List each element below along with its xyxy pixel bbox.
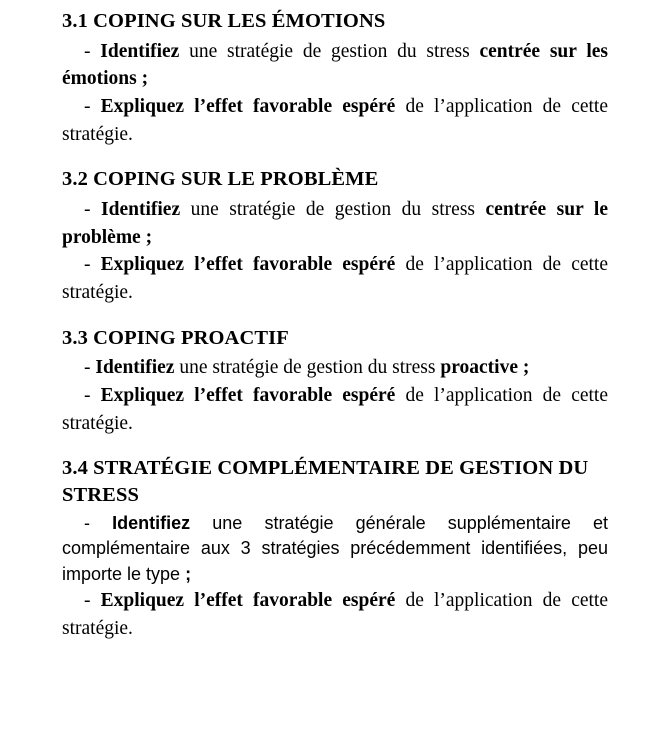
item-bold-lead: Identifiez bbox=[95, 357, 175, 379]
item-text: de l’application de cette stratégie. bbox=[62, 590, 609, 640]
item-bold-tail: centrée sur le problème ; bbox=[62, 199, 608, 248]
item-dash: - bbox=[84, 199, 91, 221]
item-text: de l’application de cette stratégie. bbox=[62, 385, 609, 434]
section-item bbox=[62, 354, 608, 382]
section-item bbox=[62, 382, 608, 437]
section-item bbox=[62, 251, 608, 306]
item-bold-lead: Expliquez l’effet favorable espéré bbox=[100, 96, 396, 118]
item-dash: - bbox=[84, 357, 91, 379]
section-3-4 bbox=[62, 455, 608, 642]
section-item bbox=[62, 511, 608, 588]
item-bold-lead: Expliquez l’effet favorable espéré bbox=[100, 590, 396, 612]
section-heading: 3.4 STRATÉGIE COMPLÉMENTAIRE DE GESTION DU STRESS bbox=[62, 457, 589, 507]
item-dash: - bbox=[84, 512, 90, 533]
item-text: une stratégie générale supplémentaire et complémentaire aux 3 stratégies précédemment identifiées, peu importe le type bbox=[62, 512, 608, 584]
section-3-2 bbox=[62, 166, 608, 306]
item-text: une stratégie de gestion du stress bbox=[180, 199, 486, 221]
item-dash: - bbox=[84, 40, 91, 62]
section-3-1 bbox=[62, 8, 608, 148]
item-text: de l’application de cette stratégie. bbox=[62, 254, 609, 304]
item-bold-tail: centrée sur les émotions ; bbox=[62, 40, 609, 90]
item-dash: - bbox=[84, 385, 91, 407]
item-text: une stratégie de gestion du stress bbox=[179, 40, 480, 62]
item-dash: - bbox=[84, 254, 91, 276]
item-bold-lead: Identifiez bbox=[101, 199, 181, 221]
item-bold-lead: Identifiez bbox=[100, 40, 180, 62]
item-bold-lead: Identifiez bbox=[112, 512, 191, 533]
section-item bbox=[62, 38, 608, 93]
item-bold-lead: Expliquez l’effet favorable espéré bbox=[100, 385, 396, 407]
section-heading: 3.1 COPING SUR LES ÉMOTIONS bbox=[62, 10, 386, 32]
item-bold-tail: proactive ; bbox=[440, 357, 530, 379]
section-heading: 3.2 COPING SUR LE PROBLÈME bbox=[62, 168, 379, 191]
section-item bbox=[62, 587, 608, 642]
item-text: de l’application de cette stratégie. bbox=[62, 96, 609, 145]
section-item bbox=[62, 93, 608, 148]
item-dash: - bbox=[84, 590, 91, 612]
section-heading: 3.3 COPING PROACTIF bbox=[62, 326, 289, 349]
item-bold-tail: ; bbox=[185, 563, 192, 584]
section-item bbox=[62, 196, 608, 251]
item-bold-lead: Expliquez l’effet favorable espéré bbox=[100, 254, 396, 276]
item-dash: - bbox=[84, 96, 91, 118]
section-3-3 bbox=[62, 325, 608, 438]
item-text: une stratégie de gestion du stress bbox=[174, 357, 441, 379]
